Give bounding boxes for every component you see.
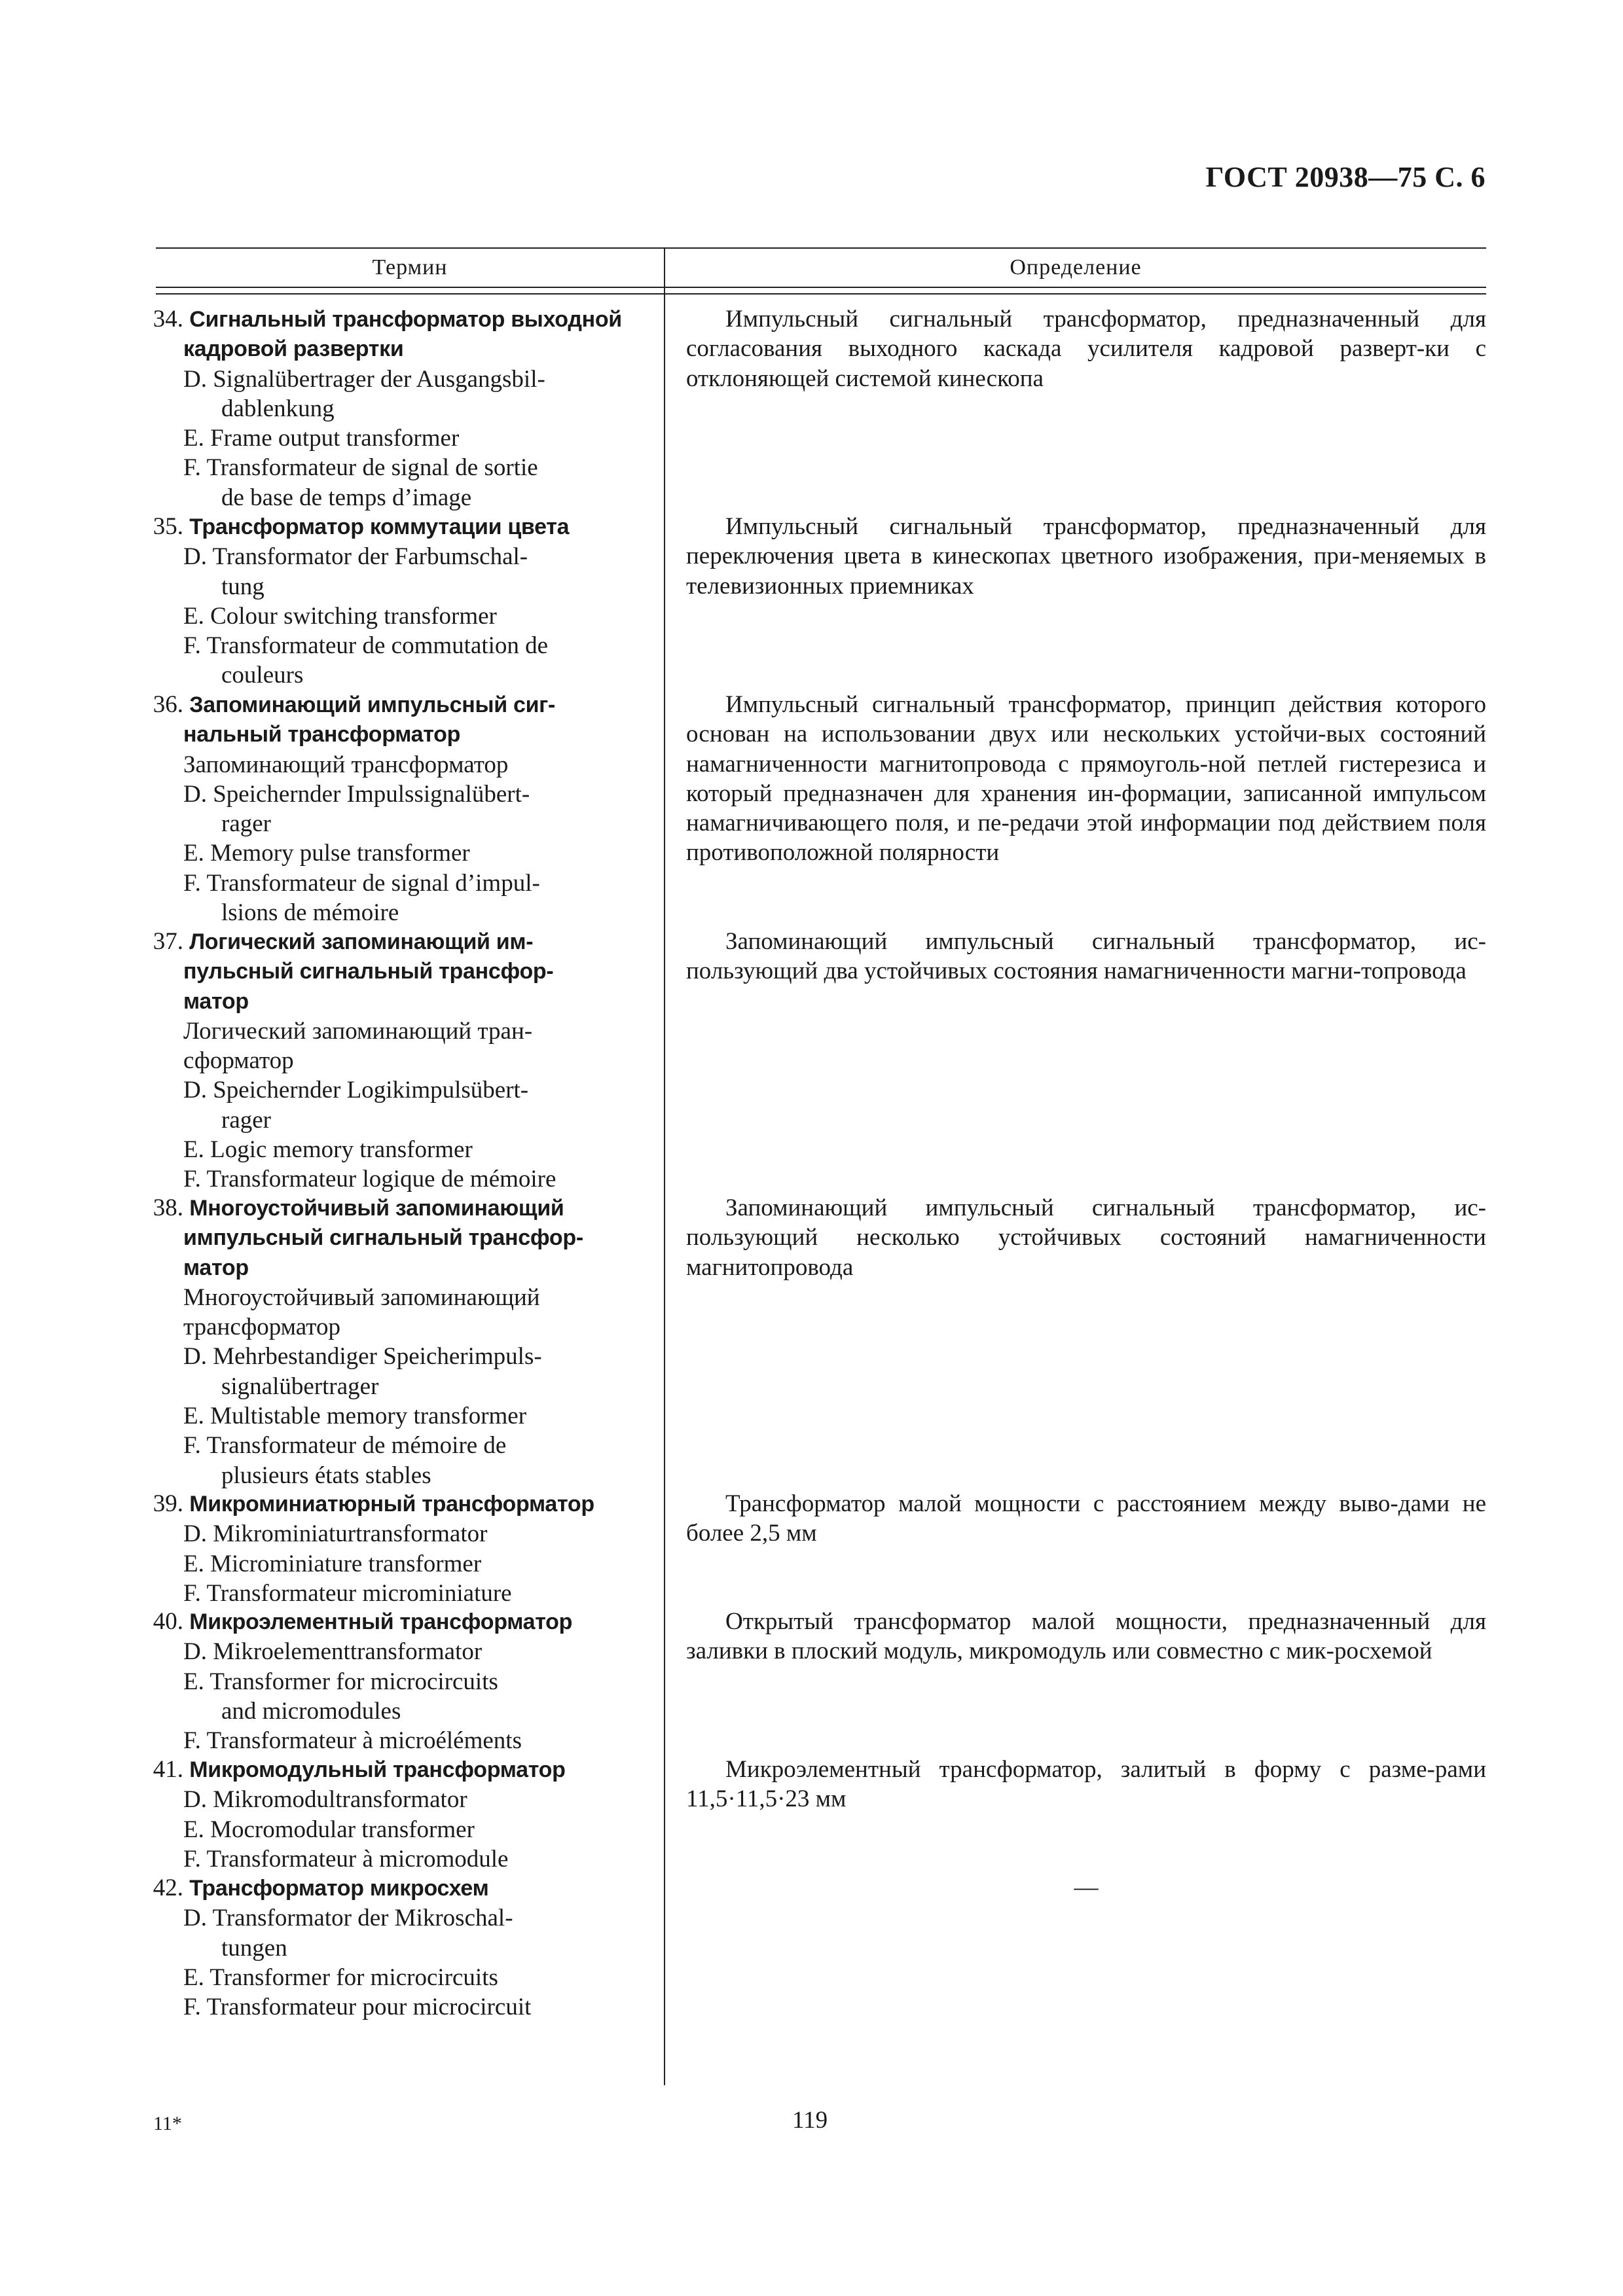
term-name: пульсный сигнальный трансфор- xyxy=(183,959,554,984)
foreign-term-fr: lsions de mémoire xyxy=(221,899,399,927)
term-number: 39. xyxy=(153,1490,183,1517)
definition-cell: Трансформатор малой мощности с расстоянием между выво-дами не более 2,5 мм xyxy=(686,1490,1486,1547)
foreign-term-de: D. Mehrbestandiger Speicherimpuls- xyxy=(183,1343,542,1371)
term-name: Сигнальный трансформатор выходной xyxy=(189,307,622,332)
term-cell xyxy=(153,1755,653,1874)
term-number: 42. xyxy=(153,1874,183,1901)
foreign-term-de: D. Signalübertrager der Ausgangsbil- xyxy=(183,365,545,393)
definition-cell: Импульсный сигнальный трансформатор, принцип действия которого основан на использовании двух или нескольких устойчи-вых состояний намагниченности магнитопровода с прямоуголь-ной петлей гистерезиса и который предназначен для хранения ин-формации, записанной импульсом намагничивающего поля, и пе-редачи этой информации под действием поля противоположной полярности xyxy=(686,691,1486,867)
term-number: 41. xyxy=(153,1756,183,1783)
foreign-term-de: tung xyxy=(221,573,264,600)
foreign-term-fr: F. Transformateur microminiature xyxy=(183,1579,512,1607)
term-number: 34. xyxy=(153,306,183,332)
definition-cell: Микроэлементный трансформатор, залитый в форму с разме-рами 11,5·11,5·23 мм xyxy=(686,1756,1486,1813)
column-header-definition: Определение xyxy=(1010,255,1142,279)
definition-cell: Открытый трансформатор малой мощности, предназначенный для заливки в плоский модуль, микромодуль или совместно с мик-росхемой xyxy=(686,1608,1486,1665)
foreign-term-de: tungen xyxy=(221,1934,287,1962)
foreign-term-fr: F. Transformateur pour microcircuit xyxy=(183,1994,532,2021)
foreign-term-de: D. Transformator der Farbumschal- xyxy=(183,543,528,571)
term-number: 36. xyxy=(153,691,183,718)
foreign-term-en: E. Logic memory transformer xyxy=(183,1136,473,1164)
term-cell xyxy=(153,1489,653,1608)
page-number: 119 xyxy=(792,2107,828,2134)
term-cell xyxy=(153,1193,653,1490)
header-double-rule xyxy=(156,287,1486,295)
foreign-term-en: E. Microminiature transformer xyxy=(183,1550,482,1577)
definition-cell: Импульсный сигнальный трансформатор, предназначенный для согласования выходного каскада усилителя кадровой разверт-ки с отклоняющей системой кинескопа xyxy=(686,306,1486,392)
term-name: Трансформатор коммутации цвета xyxy=(189,514,570,539)
term-name: импульсный сигнальный трансфор- xyxy=(183,1225,583,1251)
synonym-term: трансформатор xyxy=(183,1314,340,1341)
definition-cell: — xyxy=(1074,1874,1099,1901)
foreign-term-de: rager xyxy=(221,810,271,838)
term-number: 40. xyxy=(153,1608,183,1635)
terms-table xyxy=(153,247,1486,2085)
definition-cell: Импульсный сигнальный трансформатор, предназначенный для переключения цвета в кинескопах цветного изображения, при-меняемых в телевизионных приемниках xyxy=(686,513,1486,600)
term-name: Микромодульный трансформатор xyxy=(189,1757,566,1782)
document-title: ГОСТ 20938—75 С. 6 xyxy=(1205,161,1486,193)
synonym-term: Многоустойчивый запоминающий xyxy=(183,1283,540,1311)
footer-mark: 11* xyxy=(153,2113,182,2134)
foreign-term-fr: de base de temps d’image xyxy=(221,484,472,511)
term-name: Трансформатор микросхем xyxy=(189,1876,489,1901)
foreign-term-en: E. Frame output transformer xyxy=(183,425,460,452)
definition-cell: Запоминающий импульсный сигнальный трансформатор, ис-пользующий два устойчивых состояния намагниченности магни-топровода xyxy=(686,928,1486,985)
foreign-term-fr: F. Transformateur à microéléments xyxy=(183,1727,522,1755)
foreign-term-de: dablenkung xyxy=(221,395,335,422)
term-cell xyxy=(153,1873,653,2022)
foreign-term-en: E. Memory pulse transformer xyxy=(183,840,470,867)
definition-cell: Запоминающий импульсный сигнальный трансформатор, ис-пользующий несколько устойчивых состояний намагниченности магнитопровода xyxy=(686,1194,1486,1281)
foreign-term-de: signalübertrager xyxy=(221,1372,379,1400)
synonym-term: Логический запоминающий тран- xyxy=(183,1017,533,1045)
foreign-term-fr: F. Transformateur de commutation de xyxy=(183,632,549,660)
term-name: Запоминающий импульсный сиг- xyxy=(189,692,556,717)
term-cell xyxy=(153,690,653,927)
foreign-term-en: E. Colour switching transformer xyxy=(183,602,497,630)
term-number: 35. xyxy=(153,513,183,540)
term-cell xyxy=(153,512,653,691)
term-cell xyxy=(153,927,653,1194)
term-name: нальный трансформатор xyxy=(183,722,461,747)
foreign-term-en: E. Mocromodular transformer xyxy=(183,1816,475,1843)
table-top-rule xyxy=(156,247,1486,249)
foreign-term-fr: F. Transformateur de signal d’impul- xyxy=(183,869,540,897)
foreign-term-fr: plusieurs états stables xyxy=(221,1462,431,1489)
foreign-term-de: D. Speichernder Impulssignalübert- xyxy=(183,780,530,808)
foreign-term-de: rager xyxy=(221,1106,271,1134)
term-name: матор xyxy=(183,1255,249,1280)
term-name: Многоустойчивый запоминающий xyxy=(189,1196,564,1221)
foreign-term-fr: F. Transformateur de mémoire de xyxy=(183,1432,507,1460)
term-name: Микроэлементный трансформатор xyxy=(189,1609,573,1634)
term-number: 38. xyxy=(153,1194,183,1221)
term-name: Микроминиатюрный трансформатор xyxy=(189,1492,594,1516)
column-divider xyxy=(664,247,665,2085)
foreign-term-en: E. Multistable memory transformer xyxy=(183,1403,527,1430)
foreign-term-de: D. Mikrominiaturtransformator xyxy=(183,1520,488,1548)
term-name: кадровой развертки xyxy=(183,336,404,362)
foreign-term-de: D. Transformator der Mikroschal- xyxy=(183,1905,513,1932)
term-cell xyxy=(153,1607,653,1755)
term-number: 37. xyxy=(153,928,183,955)
synonym-term: сформатор xyxy=(183,1047,294,1075)
term-cell xyxy=(153,304,653,512)
foreign-term-fr: F. Transformateur de signal de sortie xyxy=(183,454,538,482)
term-name: Логический запоминающий им- xyxy=(189,929,534,954)
foreign-term-fr: couleurs xyxy=(221,662,304,689)
foreign-term-de: D. Speichernder Logikimpulsübert- xyxy=(183,1077,529,1104)
foreign-term-fr: F. Transformateur logique de mémoire xyxy=(183,1166,556,1193)
foreign-term-de: D. Mikromodultransformator xyxy=(183,1786,467,1814)
term-name: матор xyxy=(183,988,249,1014)
foreign-term-en: E. Transformer for microcircuits xyxy=(183,1964,498,1991)
synonym-term: Запоминающий трансформатор xyxy=(183,751,509,778)
foreign-term-en: and micromodules xyxy=(221,1697,401,1725)
foreign-term-de: D. Mikroelementtransformator xyxy=(183,1638,483,1666)
foreign-term-fr: F. Transformateur à micromodule xyxy=(183,1845,509,1873)
column-header-term: Термин xyxy=(372,255,448,279)
foreign-term-en: E. Transformer for microcircuits xyxy=(183,1668,498,1695)
